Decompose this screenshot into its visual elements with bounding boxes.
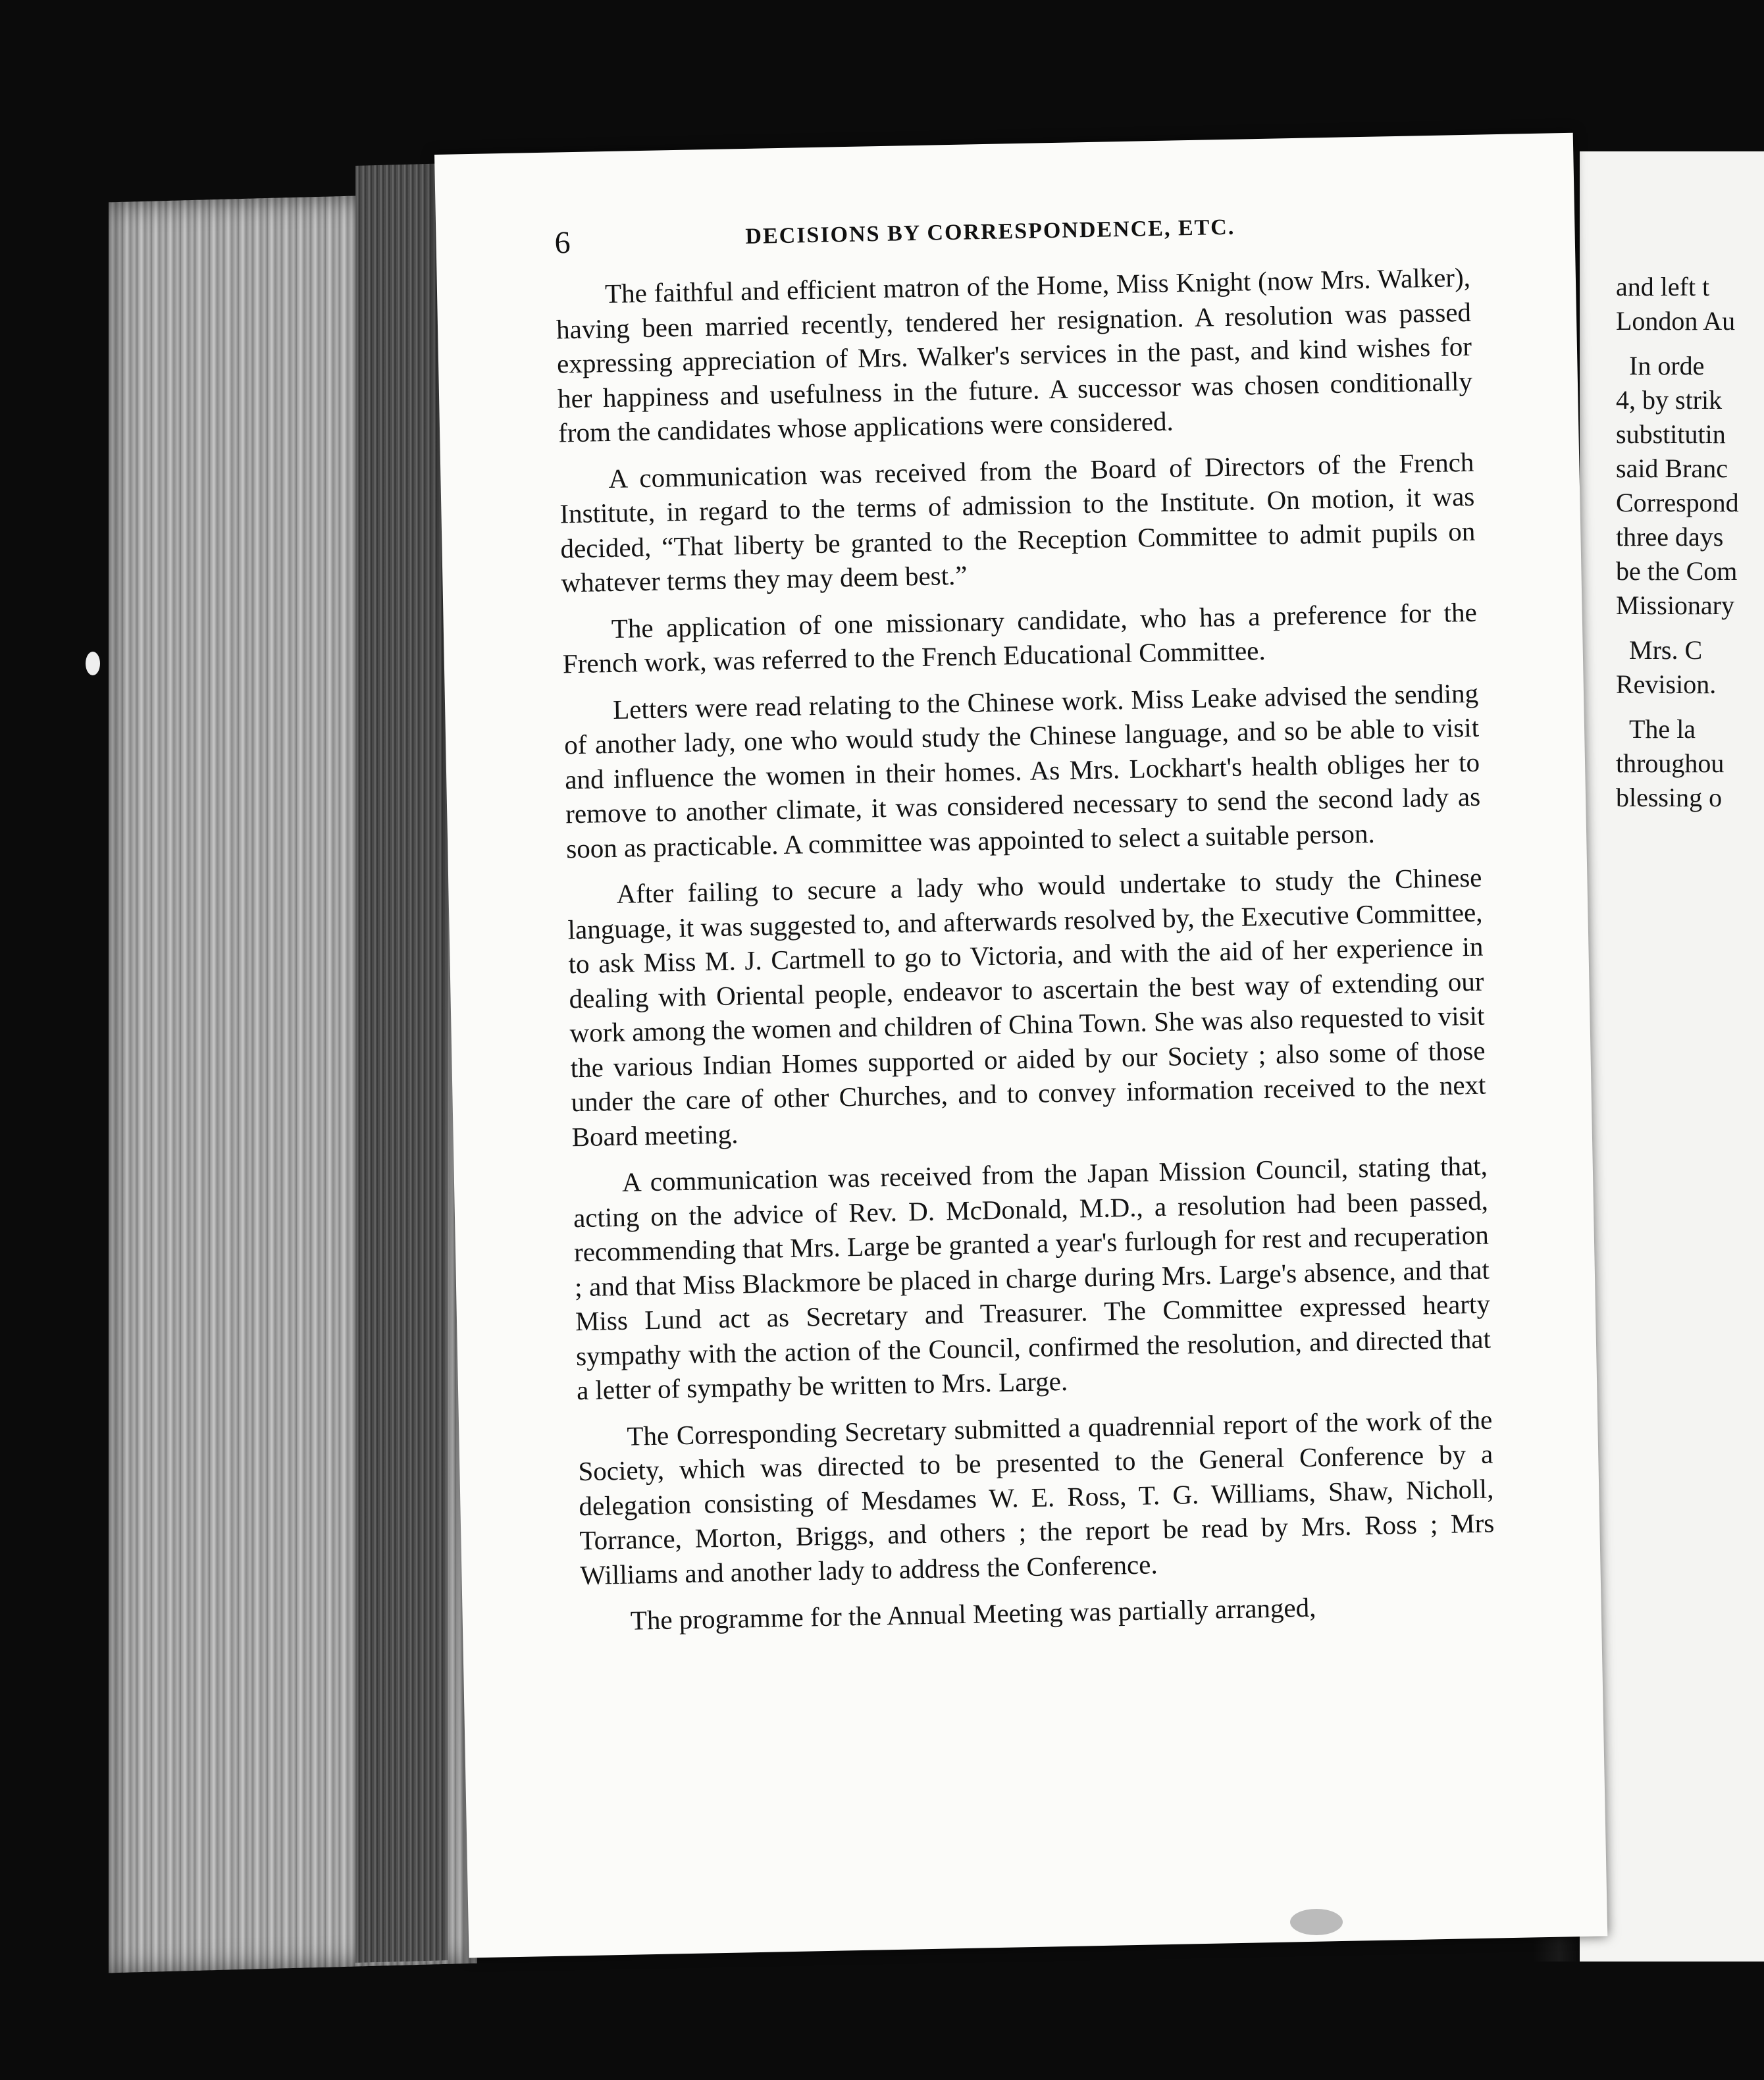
facing-line: Correspond bbox=[1616, 488, 1739, 517]
scan-speck bbox=[86, 652, 100, 675]
facing-line: Mrs. C bbox=[1629, 635, 1703, 665]
book-page bbox=[434, 133, 1607, 1958]
scan-speck bbox=[1290, 1909, 1343, 1935]
body-text bbox=[556, 260, 1497, 1651]
paragraph: The application of one missionary candidate, who has a preference for the French work, was referred to the French Educational Committee. bbox=[562, 596, 1478, 679]
book-edge-shadow bbox=[355, 163, 448, 1963]
facing-line: Revision. bbox=[1616, 669, 1717, 699]
facing-line: blessing o bbox=[1616, 783, 1723, 812]
paragraph: The faithful and efficient matron of the Home, Miss Knight (now Mrs. Walker), having been married recently, tendered her resignation. A resolution was passed expressing appreciation of Mrs. Walker's services in the past, and kind wishes for her happiness and usefulness in the future. A successor was chosen conditionally from the candidates whose applications were considered. bbox=[556, 261, 1473, 448]
facing-line: Missionary bbox=[1616, 590, 1734, 620]
paragraph: After failing to secure a lady who would undertake to study the Chinese language, it was suggested to, and afterwards resolved by, the Executive Committee, to ask Miss M. J. Cartmell to go to Victoria, and with the aid of her experience in dealing with Oriental people, endeavor to ascertain the best way of extending our work among the women and children of China Town. She was also requested to visit the various Indian Homes supported or aided by our Society ; also some of those under the care of other Churches, and to convey information received to the next Board meeting. bbox=[567, 862, 1486, 1152]
facing-line: throughou bbox=[1616, 748, 1725, 778]
facing-line: substitutin bbox=[1616, 419, 1726, 449]
paragraph: Letters were read relating to the Chinese work. Miss Leake advised the sending of another lady, one who would study the Chinese language, and so be able to visit and influence the women in their homes. As Mrs. Lockhart's health obliges her to remove to another climate, it was considered necessary to send the second lady as soon as practicable. A committee was appointed to select a suitable person. bbox=[563, 677, 1481, 864]
facing-line: be the Com bbox=[1616, 556, 1738, 586]
paragraph: The Corresponding Secretary submitted a quadrennial report of the work of the Society, which was directed to be presented to the General Conference by a delegation consisting of Mesdames W. E. Ross, T. G. Williams, Shaw, Nicholl, Torrance, Morton, Briggs, and others ; the report be read by Mrs. Ross ; Mrs Williams and another lady to address the Conference. bbox=[577, 1404, 1495, 1590]
paragraph: The programme for the Annual Meeting was partially arranged, bbox=[630, 1592, 1316, 1636]
facing-line: and left t bbox=[1616, 272, 1710, 301]
facing-line: The la bbox=[1629, 714, 1696, 744]
running-head: DECISIONS BY CORRESPONDENCE, ETC. bbox=[745, 215, 1235, 249]
paragraph: A communication was received from the Board of Directors of the French Institute, in regard to the terms of admission to the Institute. On motion, it was decided, “That liberty be granted to the Reception Committee to admit pupils on whatever terms they may deem best.” bbox=[559, 446, 1476, 598]
facing-line: In orde bbox=[1629, 351, 1705, 380]
paragraph: A communication was received from the Japan Mission Council, stating that, acting on the advice of Rev. D. McDonald, M.D., a resolution had been passed, recommending that Mrs. Large be granted a year's furlough for rest and recuperation ; and that Miss Blackmore be placed in charge during Mrs. Large's absence, and that Miss Lund act as Secretary and Treasurer. The Committee expressed hearty sympathy with the action of the Council, confirmed the resolution, and directed that a letter of sympathy be written to Mrs. Large. bbox=[573, 1150, 1492, 1406]
page-number: 6 bbox=[554, 225, 571, 261]
facing-line: three days bbox=[1616, 522, 1724, 552]
facing-line: said Branc bbox=[1616, 454, 1728, 483]
facing-line: London Au bbox=[1616, 306, 1736, 336]
facing-line: 4, by strik bbox=[1616, 385, 1723, 415]
